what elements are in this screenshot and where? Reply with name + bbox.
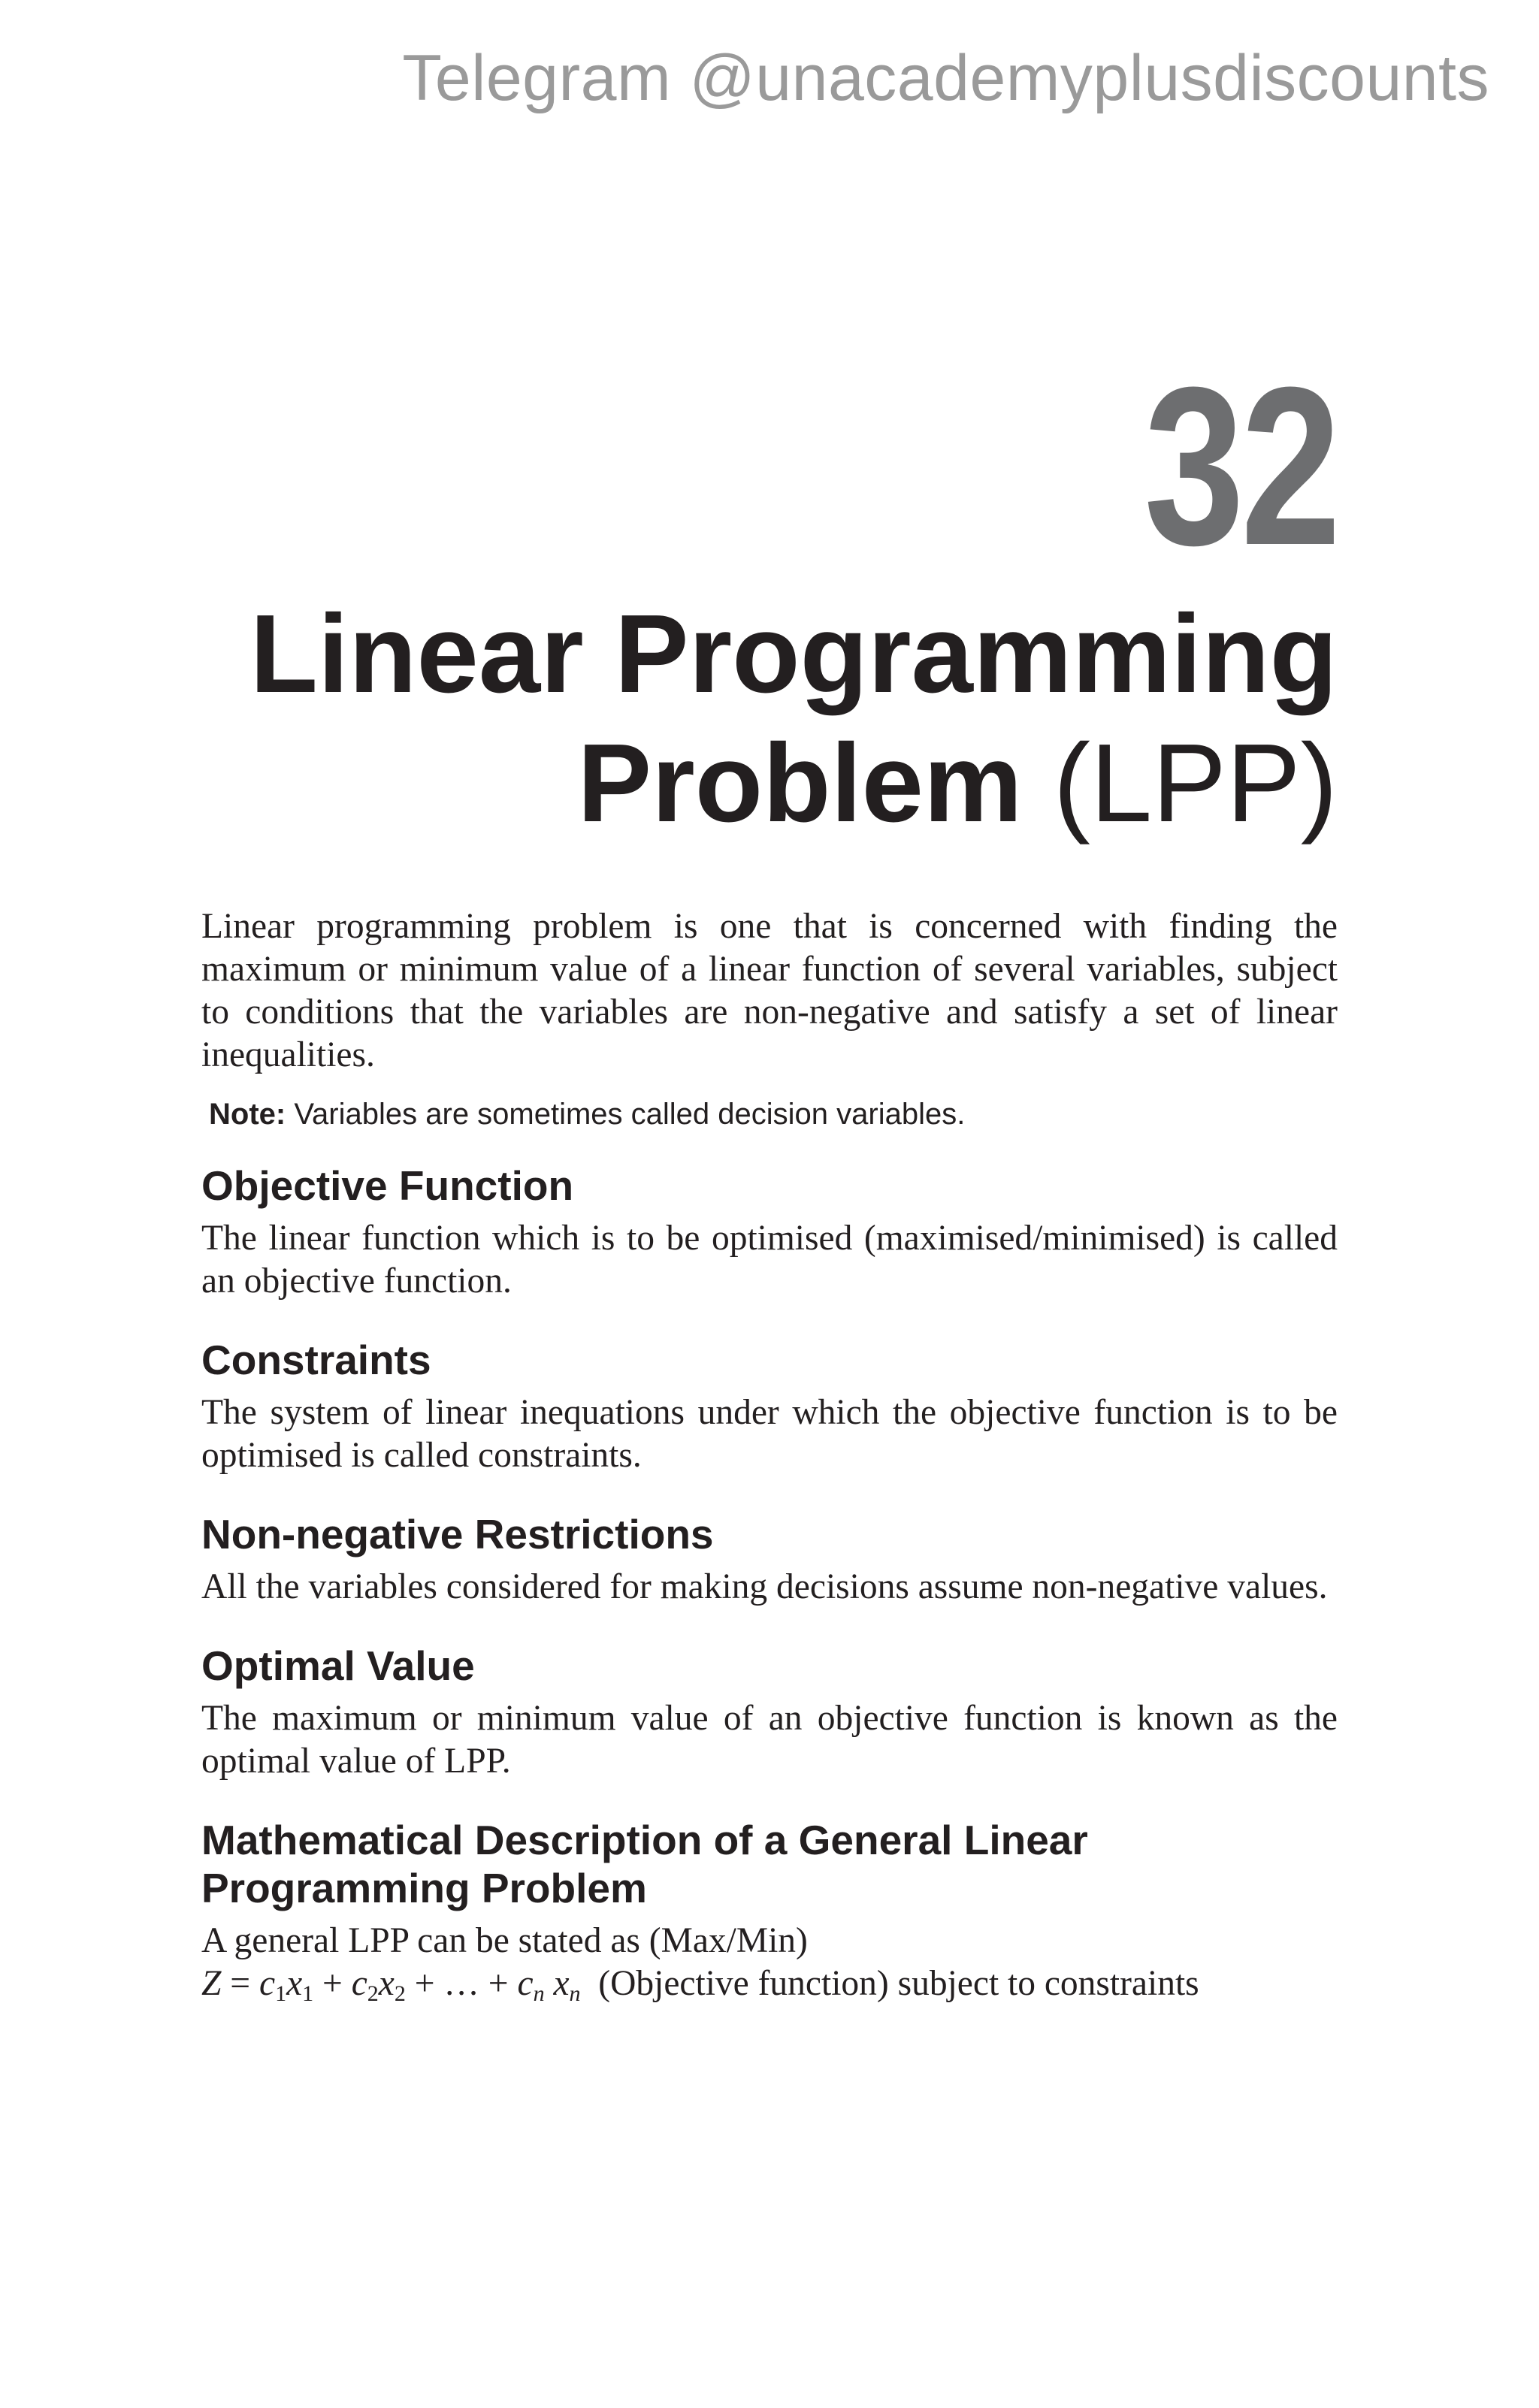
section-text-objective-function: The linear function which is to be optimised (maximised/minimised) is called an objective function. xyxy=(201,1219,1338,1301)
chapter-title xyxy=(250,590,1338,848)
chapter-number: 32 xyxy=(1144,340,1338,592)
section-heading-constraints: Constraints xyxy=(201,1337,431,1383)
chapter-title-line1: Linear Programming xyxy=(249,592,1338,716)
chapter-title-line2 xyxy=(250,719,1338,848)
math-intro-text: A general LPP can be stated as (Max/Min) xyxy=(201,1921,808,1960)
objective-function-formula: $Z = c_1x_1 + c_2x_2$ + … + $c_n$ $x_n$ (Objective function) subject to constraints xyxy=(201,1964,1199,2006)
note xyxy=(209,1098,1338,1131)
formula-suffix: (Objective function) subject to constraints xyxy=(598,1964,1199,2003)
watermark-text: Telegram @unacademyplusdiscounts xyxy=(402,42,1489,114)
section-text-constraints: The system of linear inequations under which the objective function is to be optimised is called constraints. xyxy=(201,1393,1338,1475)
section-heading-objective-function: Objective Function xyxy=(201,1162,574,1209)
math-heading-line2: Programming Problem xyxy=(201,1865,647,1911)
section-text-non-negative-restrictions: All the variables considered for making decisions assume non-negative values. xyxy=(201,1567,1328,1606)
section-text-optimal-value: The maximum or minimum value of an objective function is known as the optimal value of LPP. xyxy=(201,1699,1338,1781)
note-text: Variables are sometimes called decision variables. xyxy=(294,1098,966,1131)
chapter-content xyxy=(201,905,1338,2005)
section-heading-non-negative-restrictions: Non-negative Restrictions xyxy=(201,1511,714,1557)
chapter-title-abbrev: (LPP) xyxy=(1053,721,1338,845)
section-heading-optimal-value: Optimal Value xyxy=(201,1642,475,1689)
note-label: Note: xyxy=(209,1098,286,1131)
intro-paragraph: Linear programming problem is one that is concerned with finding the maximum or minimum value of a linear function of several variables, subject to conditions that the variables are non-negative and satisfy a set of linear inequalities. xyxy=(201,907,1338,1074)
chapter-title-problem: Problem xyxy=(577,721,1023,845)
math-heading-line1: Mathematical Description of a General Linear xyxy=(201,1817,1088,1863)
section-heading-mathematical-description xyxy=(201,1816,1338,1912)
